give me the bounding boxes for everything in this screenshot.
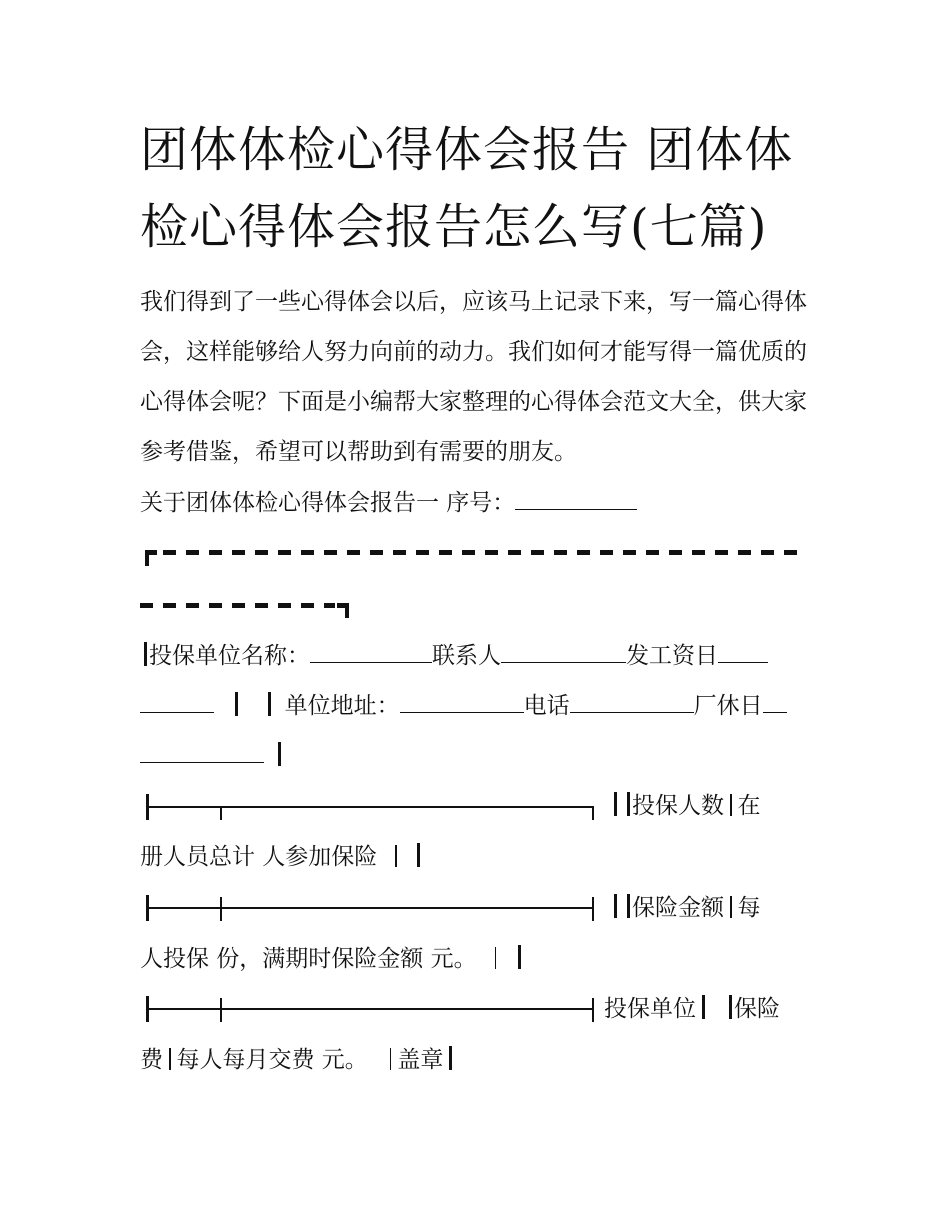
premium-text-a: 费 [140,1047,163,1073]
table-border [169,1048,171,1070]
unit-name-label: 投保单位名称： [149,643,310,669]
premium-header [604,984,824,1034]
payday-blank [718,632,768,663]
table-border [417,843,420,867]
table-border [278,742,281,766]
dashed-border-bottom [140,603,335,608]
address-label: 单位地址： [284,693,400,719]
intro-paragraph: 我们得到了一些心得体会以后，应该马上记录下来，写一篇心得体会，这样能够给人努力向前的动力。我们如何才能写得一篇优质的心得体会呢？下面是小编帮大家整理的心得体会范文大全，供大家参考借鉴，希望可以帮助到有需要的朋友。 [140,289,807,465]
table-border [627,894,630,918]
table-border [395,845,397,867]
insured-count-label: 投保人数 [632,793,724,819]
table-border [702,995,705,1019]
seal-label: 盖章 [397,1047,444,1073]
table-rule-1 [140,792,600,822]
table-border [449,1046,452,1070]
address-blank [400,682,524,713]
factory-rest-label: 厂休日 [693,693,763,719]
payday-label: 发工资日 [626,643,718,669]
premium-text-b: 每人每月交费 元。 [176,1047,368,1073]
table-border [495,947,497,969]
table-rule-3 [140,994,600,1024]
in-label: 在 [737,793,761,819]
insured-count-text: 册人员总计 人参加保险 [140,844,378,870]
table-border [614,792,617,816]
table-border [144,642,147,666]
dashed-corner-bottom-right [345,603,349,618]
factory-rest-blank [763,682,787,713]
form-row-unit [140,631,830,681]
table-border [235,692,238,716]
insured-count-header [612,781,822,831]
phone-blank [570,682,694,713]
serial-number-blank [515,479,637,510]
premium-label: 保险 [734,996,780,1022]
table-rule-2 [140,893,600,923]
section-heading-text: 关于团体体检心得体会报告一 序号： [140,490,516,516]
unit-name-blank [310,632,432,663]
dashed-corner-top-left-cap [145,550,157,555]
insured-count-row [140,832,830,882]
table-border [268,692,271,716]
payday-blank-cont [140,682,214,713]
sum-insured-header [612,883,822,933]
form-row-rest-cont [140,731,830,781]
dashed-border-top [163,550,803,555]
each-label: 每 [737,895,761,921]
factory-rest-blank-cont [140,732,264,763]
table-border [730,896,732,918]
sum-insured-text: 人投保 份，满期时保险金额 元。 [140,946,477,972]
page-title: 团体体检心得体会报告 团体体检心得体会报告怎么写(七篇) [140,122,794,255]
table-border [730,794,732,816]
table-border [614,894,617,918]
insuring-unit-label: 投保单位 [604,996,696,1022]
table-border [518,945,521,969]
form-row-address [140,681,830,731]
contact-blank [501,632,626,663]
table-border [627,792,630,816]
sum-insured-label: 保险金额 [632,895,724,921]
premium-row [140,1035,830,1085]
phone-label: 电话 [523,693,570,719]
table-border [390,1048,392,1070]
section-heading [140,478,830,528]
table-border [729,995,732,1019]
sum-insured-row [140,934,830,984]
contact-label: 联系人 [432,643,501,669]
